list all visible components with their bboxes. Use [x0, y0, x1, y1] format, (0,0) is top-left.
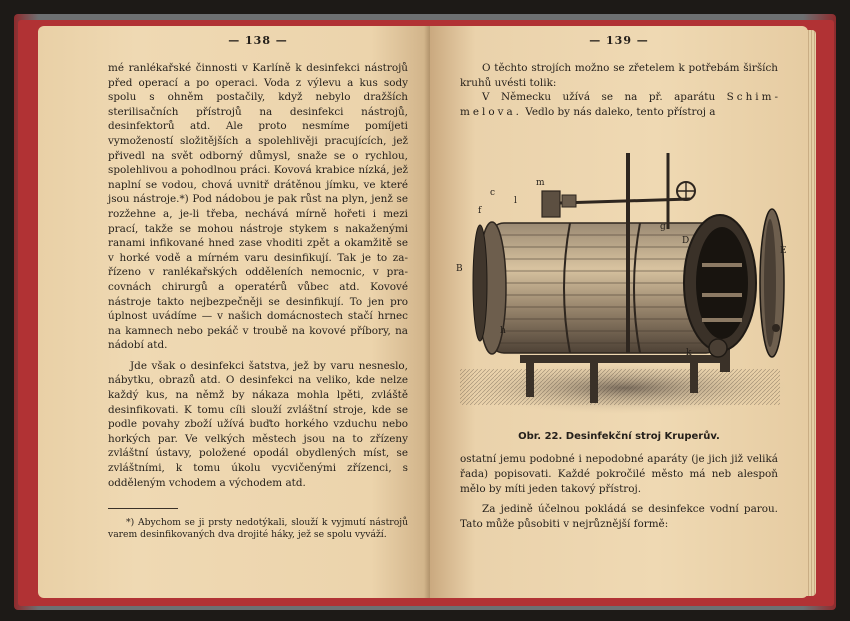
- left-page-number: — 138 —: [228, 34, 288, 47]
- left-paragraph-1: mé ranlékařské činnosti v Karlíně k desinfekci nástrojů před operací a po operaci. Voda z výlevu a kus sody spolu s ohněm postačily, když nebylo dražších sterilisačních přístrojů na desinfekci nástrojů, desinfektorů atd. Ale proto nesmíme pomíjeti vymožeností složitějších a spolehlivěji pracujících, jež přivedl na svět odborný důmysl, snaže se o rychlou, spolehlivou a pohodlnou práci. Kovová krabice nízká, jež naplní se vodou, chová uvnitř drátěnou jímku, ve které jsou nástroje.*) Pod nádobou je pak růst na plyn, jenž se rozžehne a, je-li třeba, nechává mírně hořeti i mezi prací, takže se mohou nástroje stykem s nakaženými ranami infikované hned zase vhoditi zpět a okamžitě se v horké vodě a mírném varu desinfikují. Tak je to zařízeno v ranlékařských odděleních nemocnic, v pracovnách chirurgů a operatérů vůbec atd. Kovové nástroje takto nejbezpečněji se desinfikují. To jen pro úplnost uvádíme — v našich domácnostech stačí hrnec na kamnech nebo pekáč v troubě na kovové příbory, na nádobí atd.: [108, 62, 408, 352]
- disinfection-machine-figure: [450, 133, 788, 423]
- label-b: B: [456, 264, 463, 275]
- label-f: f: [478, 206, 482, 217]
- machine-door-opening: [684, 215, 756, 351]
- label-g: g: [660, 222, 666, 233]
- label-h: h: [500, 326, 506, 337]
- footnote-rule: [108, 508, 178, 509]
- right-page-number: — 139 —: [589, 34, 649, 47]
- figure-caption: Obr. 22. Desinfekční stroj Kruperův.: [518, 431, 720, 443]
- disinfection-machine-illustration: [450, 133, 788, 423]
- label-l: l: [514, 196, 517, 207]
- machine-wheel: [709, 339, 727, 357]
- intro-2-before: V Německu užívá se na př. aparátu: [482, 91, 716, 104]
- right-page: [430, 26, 808, 598]
- label-d: D: [682, 236, 690, 247]
- schimmel-name: Schimmelova.: [460, 91, 778, 118]
- right-paragraph-2: Za jedině účelnou pokládá se desinfekce vodní parou. Tato může působiti v nejrůznější formě:: [460, 503, 778, 530]
- right-paragraph-1: ostatní jemu podobné i nepodobné aparáty (je jich již veliká řada) popisovati. Každé pokročilé město má neb alespoň mělo by míti jeden takový přístroj.: [460, 453, 778, 495]
- right-intro-2: [460, 90, 778, 119]
- label-k: k: [686, 348, 692, 359]
- label-e: E: [780, 246, 787, 257]
- label-c: c: [490, 188, 496, 199]
- machine-door: [760, 209, 784, 357]
- left-footnote: *) Abychom se ji prsty nedotýkali, slouží k vyjmutí nástrojů varem desinfikovaných dva drojité háky, jež se spolu vyváží.: [108, 517, 408, 541]
- right-intro-1: O těchto strojích možno se zřetelem k potřebám širších kruhů uvésti tolik:: [460, 62, 778, 89]
- label-m: m: [536, 178, 545, 189]
- left-page: [38, 26, 430, 598]
- left-paragraph-2: Jde však o desinfekci šatstva, jež by varu nesneslo, nábytku, obrazů atd. O desinfekci na veliko, kde nelze každý kus, na němž by nákaza mohla lpěti, zvláště desinfikovati. K tomu cíli slouží zvláštní stroje, kde se podle povahy zboží užívá buďto horkého vzduchu nebo horkých par. Ve velkých městech jsou na to zřízeny zvláštní ústavy, položené opodál obydlených míst, se zvláštními, k tomu úkolu vycvičenými zřízenci, s odděleným vchodem a východem atd.: [108, 359, 408, 489]
- intro-2-after: Vedlo by nás daleko, tento přístroj a: [525, 105, 716, 118]
